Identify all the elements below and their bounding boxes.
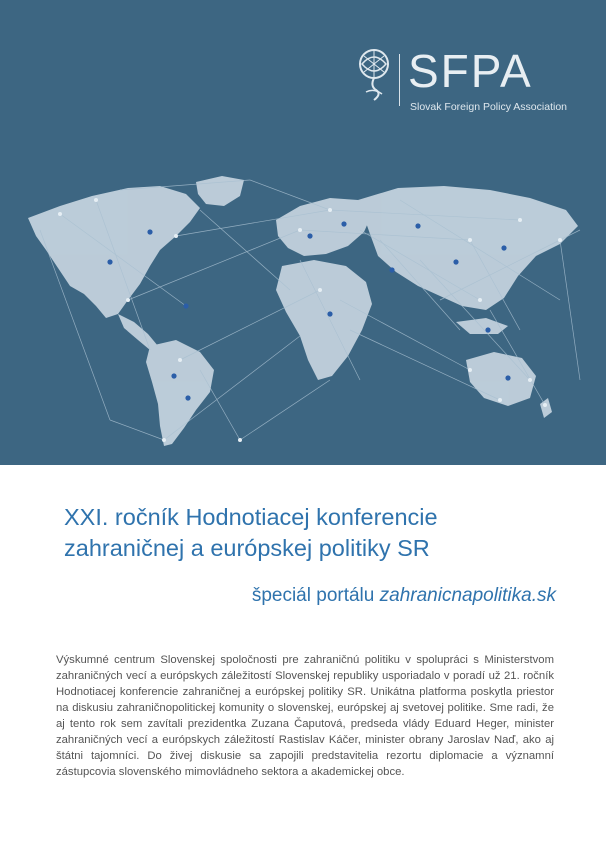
europe-shape bbox=[276, 198, 372, 256]
intro-paragraph: Výskumné centrum Slovenskej spoločnosti pre zahraničnú politiku v spolupráci s Ministerstvom zahraničných vecí a európskych záležitostí Slovenskej republiky usporiadalo v poradí už 21. ročník Hodnotiacej konferencie zahraničnej a európskej politiky SR. Unikátna platforma poskytla priestor na diskusiu zahraničnopolitickej komunity o slovenskej, európskej aj svetovej politike. Sme radi, že aj tento rok sem zavítali prezidentka Zuzana Čaputová, predseda vlády Eduard Heger, minister zahraničných vecí a európskych záležitostí Rastislav Káčer, minister obrany Jaroslav Naď, ako aj štátni tajomníci. Do živej diskusie sa zapojili predstavitelia rezortu diplomacie a významní zástupcovia slovenského mimovládneho sektora a akademickej obce. bbox=[56, 654, 554, 778]
title-line-2: zahraničnej a európskej politiky SR bbox=[64, 535, 430, 561]
logo-divider bbox=[399, 54, 400, 106]
africa-shape bbox=[276, 260, 372, 380]
page-title bbox=[64, 502, 584, 564]
subtitle-prefix: špeciál portálu bbox=[251, 585, 380, 606]
logo-wordmark: SFPA bbox=[408, 45, 533, 97]
sfpa-logo[interactable] bbox=[352, 44, 572, 119]
central-america-shape bbox=[118, 314, 158, 350]
south-america-shape bbox=[146, 340, 214, 446]
portal-link[interactable]: zahranicnapolitika.sk bbox=[379, 585, 556, 606]
title-line-1: XXI. ročník Hodnotiacej konferencie bbox=[64, 504, 438, 530]
greenland-shape bbox=[196, 176, 244, 206]
indonesia-shape bbox=[456, 318, 508, 334]
sfpa-emblem-icon bbox=[352, 44, 396, 106]
new-zealand-shape bbox=[540, 398, 552, 418]
australia-shape bbox=[466, 352, 536, 406]
logo-subtitle: Slovak Foreign Policy Association bbox=[410, 101, 567, 113]
portal-subtitle bbox=[252, 585, 556, 607]
north-america-shape bbox=[28, 186, 200, 318]
